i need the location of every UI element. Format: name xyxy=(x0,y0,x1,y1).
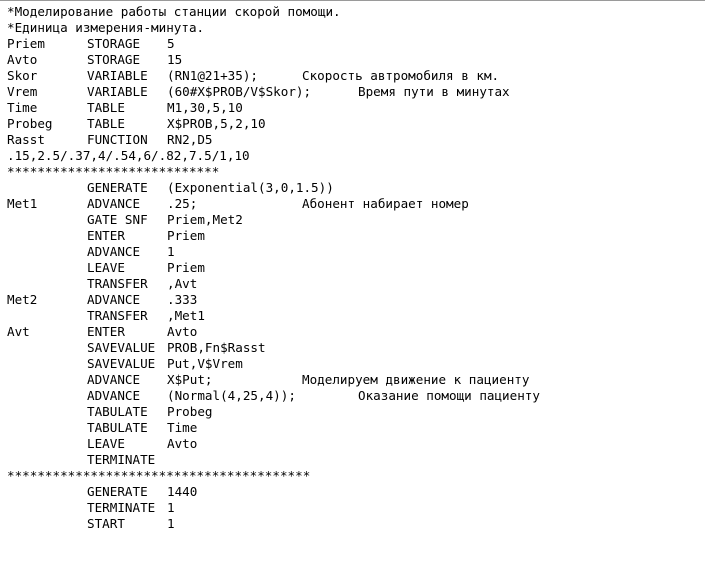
line-label: Met1 xyxy=(7,196,38,211)
line-operation: FUNCTION xyxy=(87,132,148,147)
code-line xyxy=(0,228,705,244)
line-operands: Priem,Met2 xyxy=(167,212,243,227)
line-operation: SAVEVALUE xyxy=(87,340,156,355)
line-operation: TERMINATE xyxy=(87,452,156,467)
line-comment: Время пути в минутах xyxy=(358,84,510,99)
line-operands: Avto xyxy=(167,324,198,339)
line-operands: 1 xyxy=(167,500,175,515)
comment-text: *Моделирование работы станции скорой помощи. xyxy=(7,4,341,19)
code-line xyxy=(0,212,705,228)
line-operation: ADVANCE xyxy=(87,388,141,403)
line-operation: TERMINATE xyxy=(87,500,156,515)
code-line xyxy=(0,452,705,468)
line-operands: Time xyxy=(167,420,198,435)
line-operands: Priem xyxy=(167,260,205,275)
code-line xyxy=(0,420,705,436)
line-operation: TRANSFER xyxy=(87,276,148,291)
line-operands: 15 xyxy=(167,52,183,67)
line-operation: TABULATE xyxy=(87,404,148,419)
code-line xyxy=(0,388,705,404)
line-operands: 1 xyxy=(167,244,175,259)
code-line-comment xyxy=(0,4,705,20)
line-operation: LEAVE xyxy=(87,260,125,275)
code-line xyxy=(0,180,705,196)
code-line xyxy=(0,132,705,148)
code-line-function-data xyxy=(0,148,705,164)
line-operation: LEAVE xyxy=(87,436,125,451)
code-line xyxy=(0,404,705,420)
line-comment: Оказание помощи пациенту xyxy=(358,388,540,403)
line-operands: (60#X$PROB/V$Skor); xyxy=(167,84,312,99)
line-operation: START xyxy=(87,516,125,531)
line-operands: ,Avt xyxy=(167,276,198,291)
line-operands: RN2,D5 xyxy=(167,132,213,147)
line-operation: SAVEVALUE xyxy=(87,356,156,371)
line-operation: STORAGE xyxy=(87,36,141,51)
code-line xyxy=(0,356,705,372)
code-line xyxy=(0,436,705,452)
line-operation: TABLE xyxy=(87,100,125,115)
code-line xyxy=(0,100,705,116)
line-operands: 1 xyxy=(167,516,175,531)
line-comment: Моделируем движение к пациенту xyxy=(302,372,530,387)
line-operation: ENTER xyxy=(87,324,125,339)
separator-text: **************************************** xyxy=(7,468,311,483)
code-line xyxy=(0,292,705,308)
line-operands: ,Met1 xyxy=(167,308,205,323)
line-operands: Probeg xyxy=(167,404,213,419)
code-line xyxy=(0,484,705,500)
line-operands: .25; xyxy=(167,196,198,211)
line-operation: GENERATE xyxy=(87,180,148,195)
line-operation: STORAGE xyxy=(87,52,141,67)
line-operands: X$PROB,5,2,10 xyxy=(167,116,266,131)
line-operands: Priem xyxy=(167,228,205,243)
function-points: .15,2.5/.37,4/.54,6/.82,7.5/1,10 xyxy=(7,148,250,163)
code-line xyxy=(0,260,705,276)
line-operands: Put,V$Vrem xyxy=(167,356,243,371)
line-operation: ADVANCE xyxy=(87,372,141,387)
line-operation: VARIABLE xyxy=(87,68,148,83)
code-line xyxy=(0,500,705,516)
code-line xyxy=(0,52,705,68)
line-label: Rasst xyxy=(7,132,45,147)
line-operands: (Exponential(3,0,1.5)) xyxy=(167,180,334,195)
editor-top-border xyxy=(0,0,705,1)
line-operation: ENTER xyxy=(87,228,125,243)
code-line xyxy=(0,196,705,212)
line-operation: TABULATE xyxy=(87,420,148,435)
line-operands: 5 xyxy=(167,36,175,51)
line-label: Priem xyxy=(7,36,45,51)
line-operands: X$Put; xyxy=(167,372,213,387)
line-label: Met2 xyxy=(7,292,38,307)
line-operation: ADVANCE xyxy=(87,292,141,307)
line-operands: 1440 xyxy=(167,484,198,499)
line-operation: ADVANCE xyxy=(87,196,141,211)
line-operands: Avto xyxy=(167,436,198,451)
code-line xyxy=(0,36,705,52)
code-line xyxy=(0,324,705,340)
line-label: Avt xyxy=(7,324,30,339)
line-label: Skor xyxy=(7,68,38,83)
code-line-separator xyxy=(0,468,705,484)
line-label: Vrem xyxy=(7,84,38,99)
separator-text: **************************** xyxy=(7,164,220,179)
line-operation: TABLE xyxy=(87,116,125,131)
code-line xyxy=(0,516,705,532)
line-label: Probeg xyxy=(7,116,53,131)
line-operation: TRANSFER xyxy=(87,308,148,323)
line-operation: GENERATE xyxy=(87,484,148,499)
line-operands: (Normal(4,25,4)); xyxy=(167,388,296,403)
code-line xyxy=(0,340,705,356)
line-operation: GATE SNF xyxy=(87,212,148,227)
line-comment: Абонент набирает номер xyxy=(302,196,469,211)
line-operands: (RN1@21+35); xyxy=(167,68,258,83)
line-comment: Скорость автромобиля в км. xyxy=(302,68,500,83)
code-line-comment xyxy=(0,20,705,36)
line-operation: ADVANCE xyxy=(87,244,141,259)
comment-text: *Единица измерения-минута. xyxy=(7,20,205,35)
code-line xyxy=(0,68,705,84)
line-operands: .333 xyxy=(167,292,198,307)
code-line xyxy=(0,276,705,292)
code-area[interactable] xyxy=(0,4,705,532)
line-label: Avto xyxy=(7,52,38,67)
code-line xyxy=(0,244,705,260)
line-label: Time xyxy=(7,100,38,115)
line-operands: PROB,Fn$Rasst xyxy=(167,340,266,355)
code-line xyxy=(0,308,705,324)
line-operation: VARIABLE xyxy=(87,84,148,99)
code-line xyxy=(0,372,705,388)
code-line xyxy=(0,84,705,100)
code-line-separator xyxy=(0,164,705,180)
code-line xyxy=(0,116,705,132)
line-operands: M1,30,5,10 xyxy=(167,100,243,115)
